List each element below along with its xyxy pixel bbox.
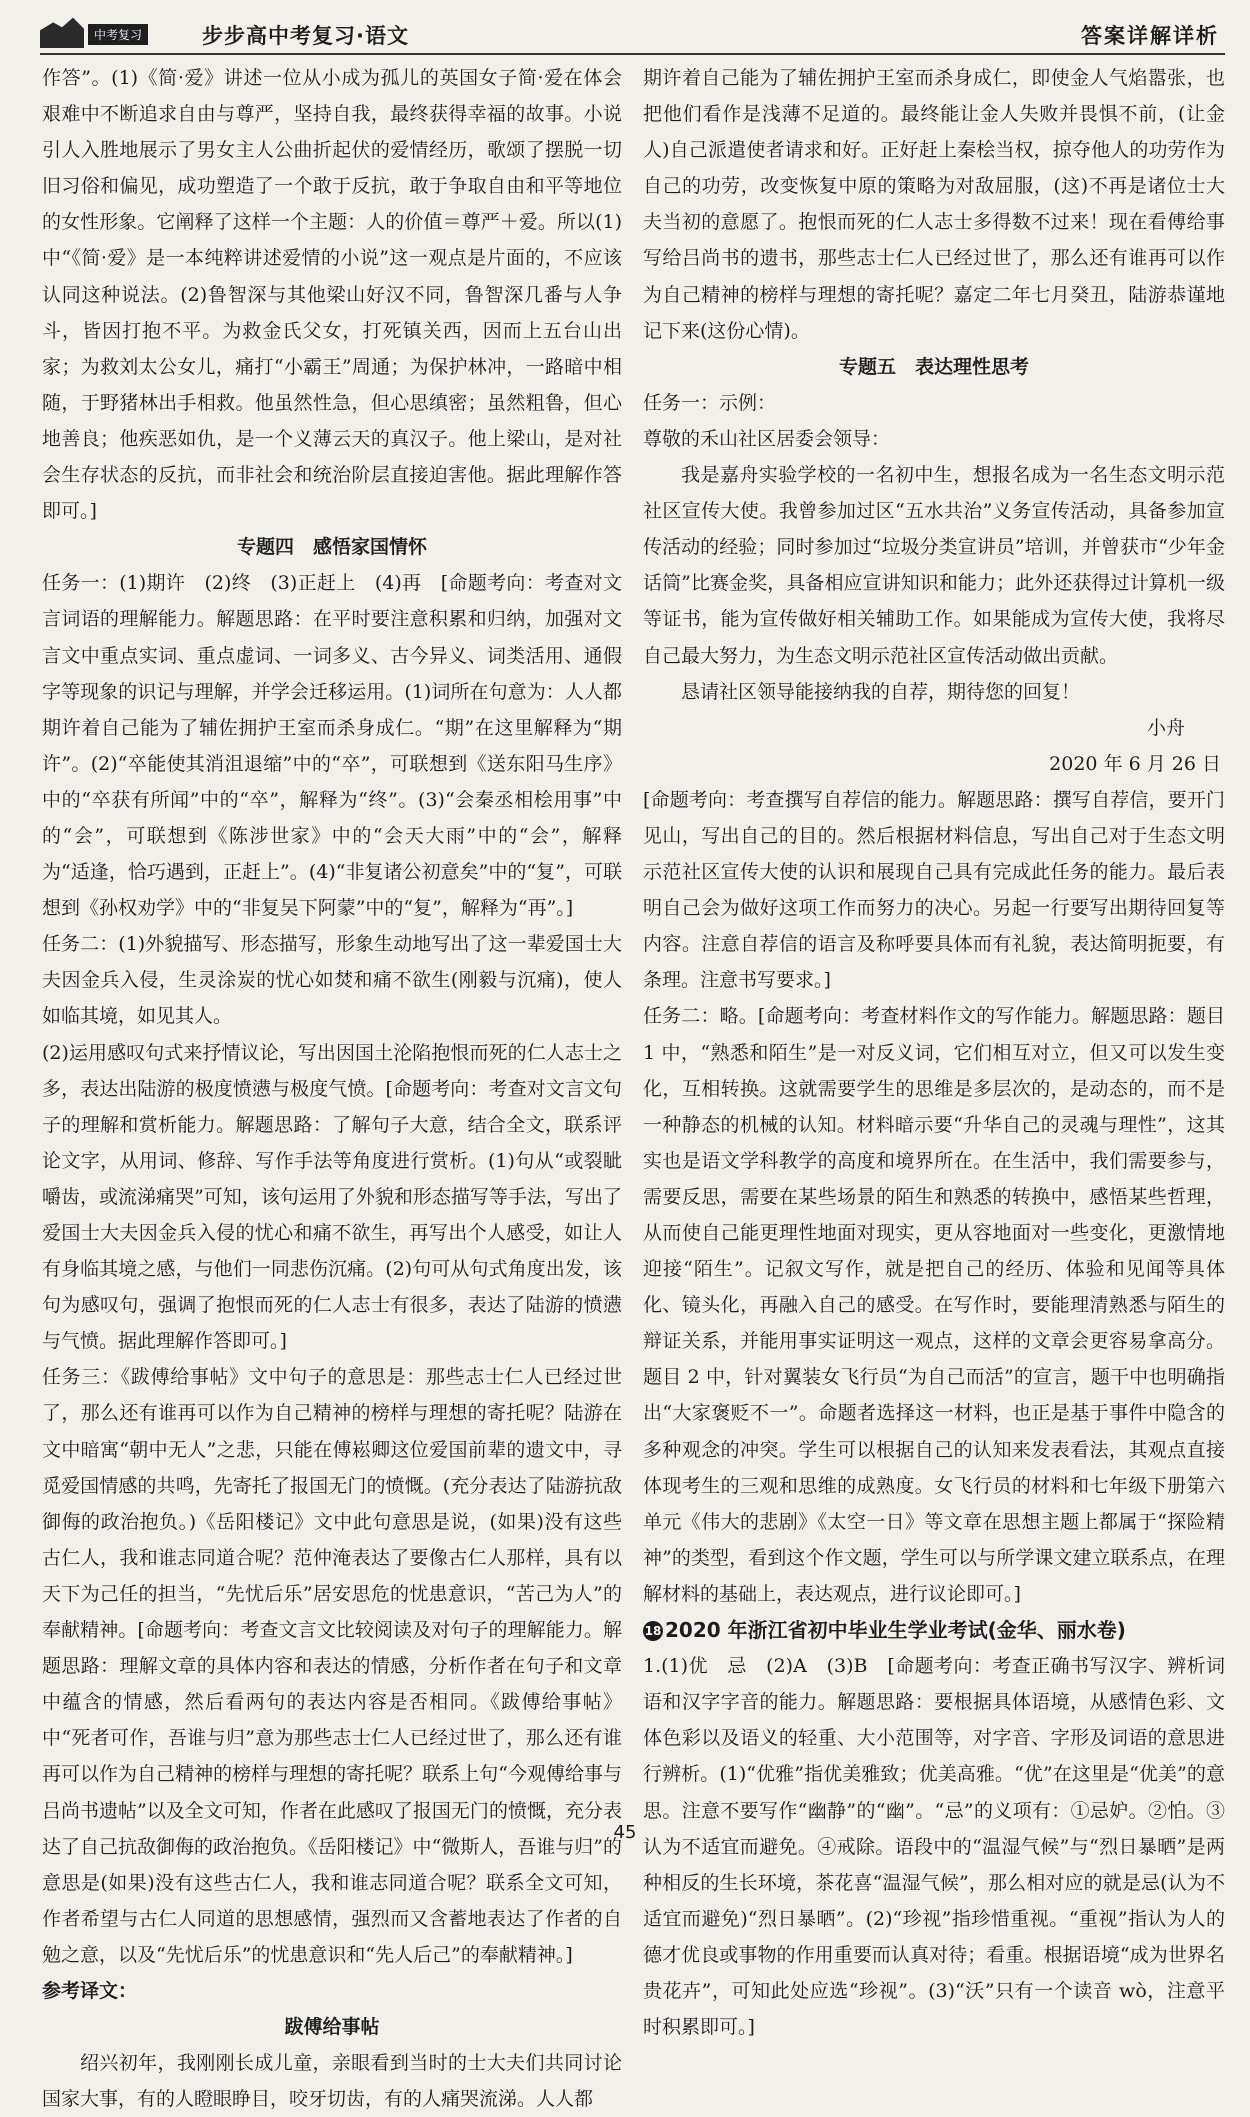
building-logo-icon [40,16,84,48]
paragraph: 任务二：(1)外貌描写、形态描写，形象生动地写出了这一辈爱国士大夫因金兵入侵，生灵涂炭的忧心如焚和痛不欲生(刚毅与沉痛)，使人如临其境，如见其人。 [42,933,622,1028]
paragraph: 任务一：(1)期许 (2)终 (3)正赶上 (4)再 [命题考向：考查对文言词语的理解能力。解题思路：在平时要注意积累和归纳，加强对文言文中重点实词、重点虚词、一词多义、古今异义、词类活用、通假字等现象的识记与理解，并学会迁移运用。(1)词所在句意为：人人都期许着自己能为了辅佐拥护王室而杀身成仁。“期”在这里解释为“期许”。(2)“卒能使其消沮退缩”中的“卒”，可联想到《送东阳马生序》中的“卒获有所闻”中的“卒”，解释为“终”。(3)“会秦丞相桧用事”中的“会”，可联想到《陈涉世家》中的“会天大雨”中的“会”，解释为“适逢，恰巧遇到，正赶上”。(4)“非复诸公初意矣”中的“复”，可联想到《孙权劝学》中的“非复吴下阿蒙”中的“复”，解释为“再”。] [42,572,622,920]
letter-closing: 恳请社区领导能接纳我的自荐，期待您的回复！ [681,680,1081,703]
letter-signature: 小舟 [1146,716,1185,739]
exam-title [643,1612,1225,1648]
paragraph: (2)运用感叹句式来抒情议论，写出因国土沦陷抱恨而死的仁人志士之多，表达出陆游的极度愤懑与极度气愤。[命题考向：考查对文言文句子的理解和赏析能力。解题思路：了解句子大意，结合全文，联系评论文字，从用词、修辞、写作手法等角度进行赏析。(1)句从“或裂眦嚼齿，或流涕痛哭”可知，该句运用了外貌和形态描写等手法，写出了爱国士大夫因金兵入侵的忧心和痛不欲生，再写出个人感受，如让人有身临其境之感，与他们一同悲伤沉痛。(2)句可从句式角度出发，该句为感叹句，强调了抱恨而死的仁人志士有很多，表达了陆游的愤懑与气愤。据此理解作答即可。] [42,1041,622,1353]
translation-label: 参考译文： [42,1979,138,2002]
translation-title: 跋傅给事帖 [284,2016,380,2039]
right-column [643,60,1225,2045]
page-header [40,14,1225,54]
paragraph: 1.(1)优 忌 (2)A (3)B [命题考向：考查正确书写汉字、辨析词语和汉字字音的能力。解题思路：要根据具体语境，从感情色彩、文体色彩以及语义的轻重、大小范围等，对字音、字形及词语的意思进行辨析。(1)“优雅”指优美雅致；优美高雅。“优”在这里是“优美”的意思。注意不要写作“幽静”的“幽”。“忌”的义项有：①忌妒。②怕。③认为不适宜而避免。④戒除。语段中的“温湿气候”与“烈日暴晒”是两种相反的生长环境，茶花喜“温湿气候”，那么相对应的就是忌(认为不适宜而避免)“烈日暴晒”。(2)“珍视”指珍惜重视。“重视”指认为人的德才优良或事物的作用重要而认真对待；看重。根据语境“成为世界名贵花卉”，可知此处应选“珍视”。(3)“沃”只有一个读音 wò，注意平时积累即可。] [643,1655,1225,2039]
section-title: 答案详解详析 [1081,24,1219,48]
letter-date: 2020 年 6 月 26 日 [1049,752,1221,775]
topic-heading: 专题五 表达理性思考 [838,355,1029,378]
topic-heading: 专题四 感悟家国情怀 [236,536,427,559]
paragraph: 期许着自己能为了辅佐拥护王室而杀身成仁，即使金人气焰嚣张，也把他们看作是浅薄不足道的。最终能让金人失败并畏惧不前，(让金人)自己派遣使者请求和好。正好赶上秦桧当权，掠夺他人的功劳作为自己的功劳，改变恢复中原的策略为对敌屈服，(这)不再是诸位士大夫当初的意愿了。抱恨而死的仁人志士多得数不过来！现在看傅给事写给吕尚书的遗书，那些志士仁人已经过世了，那么还有谁再可以作为自己精神的榜样与理想的寄托呢？嘉定二年七月癸丑，陆游恭谨地记下来(这份心情)。 [643,67,1225,342]
paragraph: 任务二：略。[命题考向：考查材料作文的写作能力。解题思路：题目 1 中，“熟悉和陌生”是一对反义词，它们相互对立，但又可以发生变化，互相转换。这就需要学生的思维是多层次的，是动态的，而不是一种静态的机械的认知。材料暗示要“升华自己的灵魂与理性”，这其实也是语文学科教学的高度和境界所在。在生活中，我们需要参与，需要反思，需要在某些场景的陌生和熟悉的转换中，感悟某些哲理，从而使自己能更理性地面对现实，更从容地面对一些变化，更激情地迎接“陌生”。记叙文写作，就是把自己的经历、体验和见闻等具体化、镜头化，再融入自己的感受。在写作时，要能理清熟悉与陌生的辩证关系，并能用事实证明这一观点，这样的文章会更容易拿高分。题目 2 中，针对翼装女飞行员“为自己而活”的宣言，题干中也明确指出“大家褒贬不一”。命题者选择这一材料，也正是基于事件中隐含的多种观念的冲突。学生可以根据自己的认知来发表看法，其观点直接体现考生的三观和思维的成熟度。女飞行员的材料和七年级下册第六单元《伟大的悲剧》《太空一日》等文章在思想主题上都属于“探险精神”的类型，看到这个作文题，学生可以与所学课文建立联系点，在理解材料的基础上，表达观点，进行议论即可。] [643,1005,1225,1605]
letter-salutation: 尊敬的禾山社区居委会领导： [643,427,891,450]
header-divider [40,53,1225,55]
publisher-logo [40,16,190,50]
paragraph: 作答”。(1)《简·爱》讲述一位从小成为孤儿的英国女子简·爱在体会艰难中不断追求自由与尊严，坚持自我，最终获得幸福的故事。小说引人入胜地展示了男女主人公曲折起伏的爱情经历，歌颂了摆脱一切旧习俗和偏见，成功塑造了一个敢于反抗，敢于争取自由和平等地位的女性形象。它阐释了这样一个主题：人的价值＝尊严＋爱。所以(1)中“《简·爱》是一本纯粹讲述爱情的小说”这一观点是片面的，不应该认同这种说法。(2)鲁智深与其他梁山好汉不同，鲁智深几番与人争斗，皆因打抱不平。为救金氏父女，打死镇关西，因而上五台山出家；为救刘太公女儿，痛打“小霸王”周通；为保护林冲，一路暗中相随，于野猪林出手相救。他虽然性急，但心思缜密；虽然粗鲁，但心地善良；他疾恶如仇，是一个义薄云天的真汉子。他上梁山，是对社会生存状态的反抗，而非社会和统治阶层直接迫害他。据此理解作答即可。] [42,67,622,523]
paragraph: [命题考向：考查撰写自荐信的能力。解题思路：撰写自荐信，要开门见山，写出自己的目的。然后根据材料信息，写出自己对于生态文明示范社区宣传大使的认识和展现自己具有完成此任务的能力。最后表明自己会为做好这项工作而努力的决心。另起一行要写出期待回复等内容。注意自荐信的语言及称呼要具体而有礼貌，表达简明扼要，有条理。注意书写要求。] [643,788,1225,992]
book-title: 步步高中考复习·语文 [202,24,409,48]
left-column [42,60,622,2117]
logo-tag: 中考复习 [88,24,148,45]
page-number: 45 [613,1822,637,1843]
paragraph: 任务一：示例： [643,391,777,414]
letter-body: 我是嘉舟实验学校的一名初中生，想报名成为一名生态文明示范社区宣传大使。我曾参加过区“五水共治”义务宣传活动，具备参加宣传活动的经验；同时参加过“垃圾分类宣讲员”培训，并曾获市“少年金话筒”比赛金奖，具备相应宣讲知识和能力；此外还获得过计算机一级等证书，能为宣传做好相关辅助工作。如果能成为宣传大使，我将尽自己最大努力，为生态文明示范社区宣传活动做出贡献。 [643,464,1225,667]
exam-number-badge: 18 [643,1621,663,1641]
exam-title-text: 2020 年浙江省初中毕业生学业考试(金华、丽水卷) [665,1618,1126,1643]
paragraph: 绍兴初年，我刚刚长成儿童，亲眼看到当时的士大夫们共同讨论国家大事，有的人瞪眼睁目，咬牙切齿，有的人痛哭流涕。人人都 [42,2052,622,2111]
paragraph: 任务三：《跋傅给事帖》文中句子的意思是：那些志士仁人已经过世了，那么还有谁再可以作为自己精神的榜样与理想的寄托呢？陆游在文中暗寓“朝中无人”之悲，只能在傅崧卿这位爱国前辈的遗文中，寻觅爱国情感的共鸣，先寄托了报国无门的愤慨。(充分表达了陆游抗敌御侮的政治抱负。)《岳阳楼记》文中此句意思是说，(如果)没有这些古仁人，我和谁志同道合呢？范仲淹表达了要像古仁人那样，具有以天下为己任的担当，“先忧后乐”居安思危的忧患意识，“苦己为人”的奉献精神。[命题考向：考查文言文比较阅读及对句子的理解能力。解题思路：理解文章的具体内容和表达的情感，分析作者在句子和文章中蕴含的情感，然后看两句的表达内容是否相同。《跋傅给事帖》中“死者可作，吾谁与归”意为那些志士仁人已经过世了，那么还有谁再可以作为自己精神的榜样与理想的寄托呢？联系上句“今观傅给事与吕尚书遗帖”以及全文可知，作者在此感叹了报国无门的愤慨，充分表达了自己抗敌御侮的政治抱负。《岳阳楼记》中“微斯人，吾谁与归”的意思是(如果)没有这些古仁人，我和谁志同道合呢？联系全文可知，作者希望与古仁人同道的思想感情，强烈而又含蓄地表达了作者的自勉之意，以及“先忧后乐”的忧患意识和“先人后己”的奉献精神。] [42,1366,622,1966]
